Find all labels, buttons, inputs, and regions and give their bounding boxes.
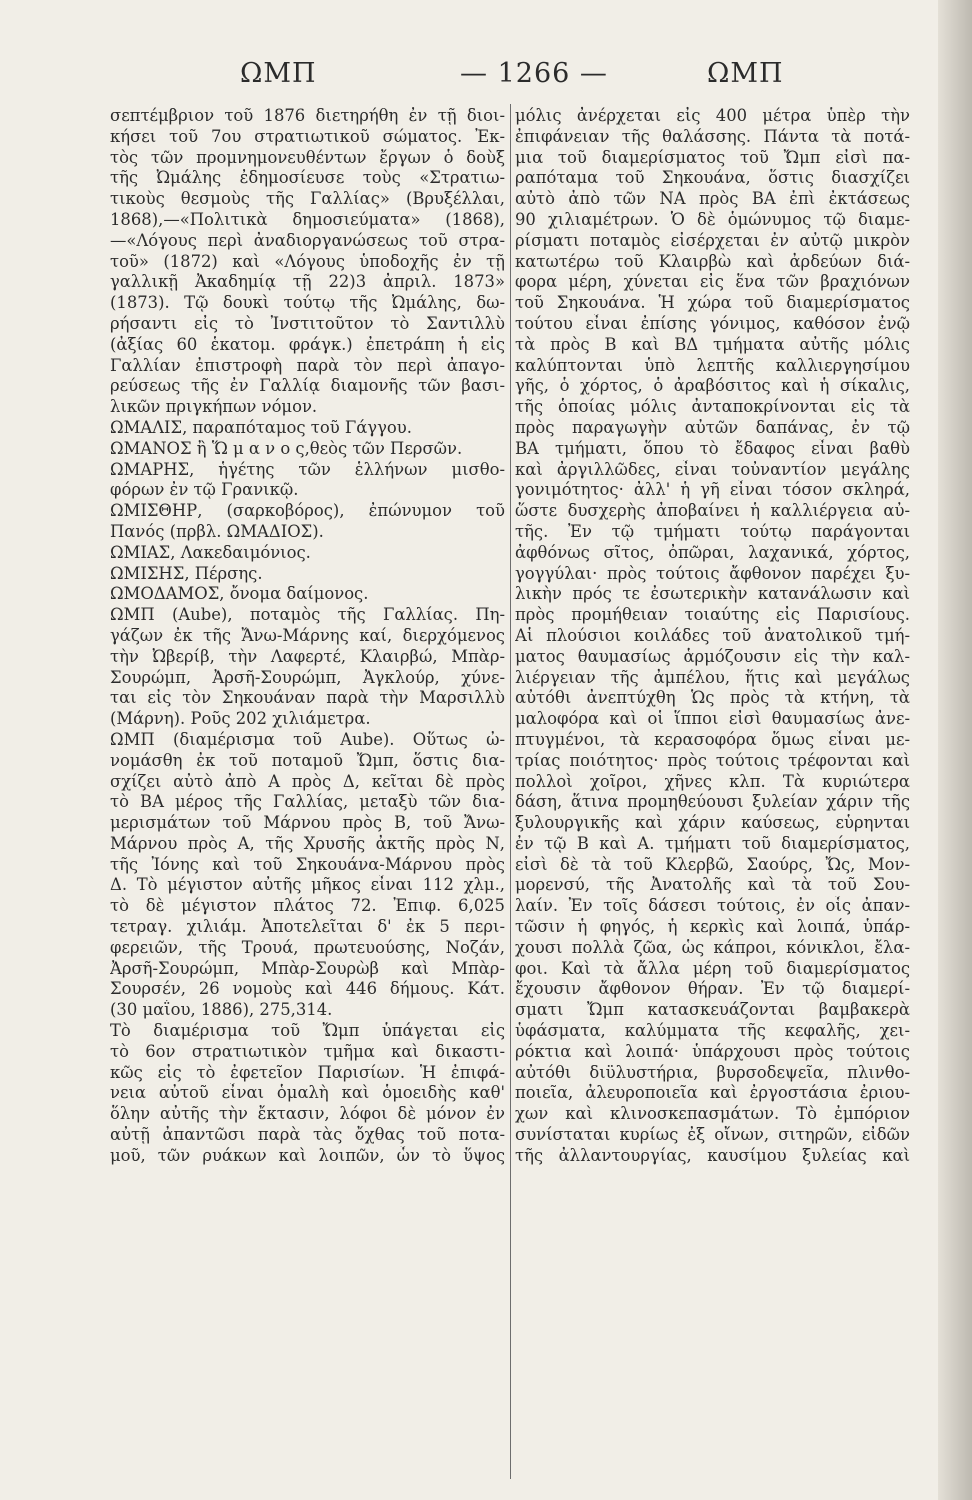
text-line: συνίσταται κυρίως ἐξ οἴνων, σιτηρῶν, εἰδῶν (515, 1125, 910, 1145)
text-line: καὶ ἀργιλλῶδες, εἶναι τοὐναντίον μεγάλης (515, 459, 910, 479)
text-line: τετραγ. χιλιάμ. Ἀποτελεῖται δ' ἐκ 5 περι- (110, 917, 505, 937)
text-line: πολλοὶ χοῖροι, χῆνες κλπ. Τὰ κυριώτερα (515, 771, 910, 791)
text-line: ΩΜΙΣΗΣ, Πέρσης. (110, 563, 263, 583)
text-line: καλύπτονται ὑπὸ λεπτῆς καλλιεργησίμου (515, 355, 910, 375)
text-line: κῶς εἰς τὸ ἐφετεῖον Παρισίων. Ἡ ἐπιφά- (110, 1062, 505, 1082)
text-line: ΩΜΙΣΘΗΡ, (σαρκοβόρος), ἐπώνυμον τοῦ (110, 501, 505, 521)
page-edge (938, 0, 972, 1500)
text-line: (Μάρνη). Ροῦς 202 χιλιάμετρα. (110, 709, 371, 729)
text-line: χουσι πολλὰ ζῶα, ὡς κάπροι, κόνικλοι, ἔλα- (515, 937, 910, 957)
text-line: γαλλικῇ Ἀκαδημίᾳ τῇ 22)3 ἀπριλ. 1873» (110, 272, 505, 292)
text-line: Ἀρσῆ-Σουρώμπ, Μπὰρ-Σουρὼβ καὶ Μπὰρ- (110, 958, 505, 978)
text-line: ἀφθόνως σῖτος, ὀπῶραι, λαχανικά, χόρτος, (515, 542, 910, 562)
text-line: ται εἰς τὸν Σηκουάναν παρὰ τὴν Μαρσιλλὺ (110, 688, 505, 708)
text-line: τικοὺς θεσμοὺς τῆς Γαλλίας» (Βρυξέλλαι, (110, 189, 505, 209)
text-line: (ἀξίας 60 ἑκατομ. φράγκ.) ἐπετράπη ἡ εἰς (110, 334, 505, 354)
text-line: Δ. Τὸ μέγιστον αὐτῆς μῆκος εἶναι 112 χλμ., (110, 875, 505, 895)
text-line: ὑφάσματα, καλύμματα τῆς κεφαλῆς, χει- (515, 1021, 910, 1041)
text-line: μαλοφόρα καὶ οἱ ἵπποι εἰσὶ θαυμασίως ἀνε- (515, 709, 910, 729)
text-line: τρίας ποιότητος· πρὸς τούτοις τρέφονται καὶ (515, 750, 910, 770)
text-line: λαίν. Ἐν τοῖς δάσεσι τούτοις, ἐν οἷς ἀπαν- (515, 896, 910, 916)
text-line: ὅλην αὐτῆς τὴν ἔκτασιν, λόφοι δὲ μόνον ἐν (110, 1104, 505, 1124)
text-line: μια τοῦ διαμερίσματος τοῦ Ὤμπ εἰσὶ πα- (515, 147, 910, 167)
text-line: αὐτόθι διϋλυστήρια, βυρσοδεψεῖα, πλινθο- (515, 1062, 910, 1082)
text-line: ἐν τῷ Β καὶ Α. τμήματι τοῦ διαμερίσματος, (515, 833, 910, 853)
text-line: 90 χιλιαμέτρων. Ὁ δὲ ὁμώνυμος τῷ διαμε- (515, 209, 910, 229)
text-line: ρήσαντι εἰς τὸ Ἰνστιτοῦτον τὸ Σαντιλλὺ (110, 313, 505, 333)
text-line: μορενσύ, τῆς Ἀνατολῆς καὶ τὰ τοῦ Σου- (515, 875, 910, 895)
text-line: ρεύσεως τῆς ἐν Γαλλίᾳ διαμονῆς τῶν βασι- (110, 376, 505, 396)
text-line: αὐτὸ ἀπὸ τῶν ΝΑ πρὸς ΒΑ ἐπὶ ἐκτάσεως (515, 189, 910, 209)
text-line: λιέργειαν τῆς ἀμπέλου, ἥτις καὶ μεγάλως (515, 667, 910, 687)
text-line: κατωτέρω τοῦ Κλαιρβὼ καὶ ἀρδεύων διά- (515, 251, 910, 271)
text-line: ρίσματι ποταμὸς εἰσέρχεται ἐν αὐτῷ μικρὸν (515, 230, 910, 250)
text-line: ΩΜΑΛΙΣ, παραπόταμος τοῦ Γάγγου. (110, 417, 412, 437)
text-line: ΩΜΑΡΗΣ, ἡγέτης τῶν ἑλλήνων μισθο- (110, 459, 505, 479)
text-line: ματος θαυμασίως ἁρμόζουσιν εἰς τὴν καλ- (515, 646, 910, 666)
text-line: 1868),—«Πολιτικὰ δημοσιεύματα» (1868), (110, 209, 505, 229)
text-line: χων καὶ κλινοσκεπασμάτων. Τὸ ἐμπόριον (515, 1104, 910, 1124)
page-header (95, 58, 905, 98)
text-line: γῆς, ὁ χόρτος, ὁ ἀραβόσιτος καὶ ἡ σίκαλις, (515, 376, 910, 396)
text-line: τὸ δὲ μέγιστον πλάτος 72. Ἐπιφ. 6,025 (110, 896, 505, 916)
text-line: ΩΜΠ (διαμέρισμα τοῦ Aube). Οὕτως ὠ- (110, 729, 505, 749)
text-line: νεια αὐτοῦ εἶναι ὁμαλὴ καὶ ὁμοειδὴς καθ' (110, 1083, 505, 1103)
text-line: τὴν Ὠβερίβ, τὴν Λαφερτέ, Κλαιρβώ, Μπὰρ- (110, 646, 505, 666)
text-line: Μάρνου πρὸς Α, τῆς Χρυσῆς ἀκτῆς πρὸς Ν, (110, 833, 505, 853)
running-head-right: ΩΜΠ (707, 58, 784, 89)
text-line: τῆς Ἰόνης καὶ τοῦ Σηκουάνα-Μάρνου πρὸς (110, 854, 505, 874)
text-line: τοῦ Σηκουάνα. Ἡ χώρα τοῦ διαμερίσματος (515, 293, 910, 313)
text-line: ξυλουργικῆς καὶ χάριν καύσεως, εὑρηνται (515, 813, 910, 833)
text-line: ραπόταμα τοῦ Σηκουάνα, ὅστις διασχίζει (515, 168, 910, 188)
text-line: εἰσὶ δὲ τὰ τοῦ Κλερβῶ, Σαούρς, Ὤς, Μον- (515, 854, 910, 874)
text-line: ΒΑ τμήματι, ὅπου τὸ ἔδαφος εἶναι βαθὺ (515, 438, 910, 458)
text-line: ὥστε δυσχερὴς ἀποβαίνει ἡ καλλιέργεια αὐ- (515, 501, 910, 521)
text-line: πρὸς προμήθειαν τοιαύτης εἰς Παρισίους. (515, 605, 910, 625)
text-line: τοῦ» (1872) καὶ «Λόγους ὑποδοχῆς ἐν τῇ (110, 251, 505, 271)
left-text-column (110, 106, 505, 1167)
page-number: — 1266 — (460, 58, 608, 89)
text-line: λικῶν πριγκήπων νόμον. (110, 397, 318, 417)
text-line: αὐτόθι ἀνεπτύχθη Ὡς πρὸς τὰ κτήνη, τὰ (515, 688, 910, 708)
running-head-left: ΩΜΠ (240, 58, 317, 89)
text-line: τὸ 6ον στρατιωτικὸν τμῆμα καὶ δικαστι- (110, 1041, 505, 1061)
text-line: λικὴν πρός τε ἐσωτερικὴν κατανάλωσιν καὶ (515, 584, 910, 604)
text-line: —«Λόγους περὶ ἀναδιοργανώσεως τοῦ στρα- (110, 230, 505, 250)
text-line: πτυγμένοι, τὰ κερασοφόρα ὅμως εἶναι με- (515, 729, 910, 749)
text-line: (1873). Τῷ δουκὶ τούτῳ τῆς Ὠμάλης, δω- (110, 293, 505, 313)
text-line: ΩΜΑΝΟΣ ἢ Ὥ μ α ν ο ς,θεὸς τῶν Περσῶν. (110, 438, 463, 458)
text-line: ΩΜΟΔΑΜΟΣ, ὄνομα δαίμονος. (110, 584, 369, 604)
text-line: πρὸς παραγωγὴν αὐτῶν δαπάνας, ἐν τῷ (515, 417, 910, 437)
text-line: φορα μέρη, χύνεται εἰς ἕνα τῶν βραχιόνων (515, 272, 910, 292)
text-line: σματι Ὤμπ κατασκευάζονται βαμβακερὰ (515, 1000, 910, 1020)
text-line: γονιμότητος· ἀλλ' ἡ γῆ εἶναι τόσον σκληρά, (515, 480, 910, 500)
text-line: μερισμάτων τοῦ Μάρνου πρὸς Β, τοῦ Ἄνω- (110, 813, 505, 833)
text-line: Γαλλίαν ἐπιστροφὴ παρὰ τὸν περὶ ἀπαγο- (110, 355, 505, 375)
text-line: σχίζει αὐτὸ ἀπὸ Α πρὸς Δ, κεῖται δὲ πρὸς (110, 771, 505, 791)
text-line: ΩΜΙΑΣ, Λακεδαιμόνιος. (110, 542, 311, 562)
text-line: τούτου εἶναι ἐπίσης γόνιμος, καθόσον ἐνῷ (515, 313, 910, 333)
text-line: Σουρώμπ, Ἀρσῆ-Σουρώμπ, Ἀγκλούρ, χύνε- (110, 667, 505, 687)
text-line: τῆς Ὠμάλης ἐδημοσίευσε τοὺς «Στρατιω- (110, 168, 505, 188)
text-line: Πανός (πρβλ. ΩΜΑΔΙΟΣ). (110, 521, 324, 541)
text-line: ἐπιφάνειαν τῆς θαλάσσης. Πάντα τὰ ποτά- (515, 126, 910, 146)
text-line: τῆς ἀλλαντουργίας, καυσίμου ξυλείας καὶ (515, 1145, 910, 1165)
text-line: μοῦ, τῶν ρυάκων καὶ λοιπῶν, ὧν τὸ ὕψος (110, 1145, 505, 1165)
text-line: τῶσιν ἡ φηγός, ἡ κερκὶς καὶ λοιπά, ὑπάρ- (515, 917, 910, 937)
text-line: τῆς. Ἐν τῷ τμήματι τούτῳ παράγονται (515, 521, 910, 541)
text-line: ΩΜΠ (Aube), ποταμὸς τῆς Γαλλίας. Πη- (110, 605, 505, 625)
text-line: τῆς ὁποίας μόλις ἀνταποκρίνονται εἰς τὰ (515, 397, 910, 417)
text-line: Αἱ πλούσιοι κοιλάδες τοῦ ἀνατολικοῦ τμή- (515, 625, 910, 645)
text-line: ποιεῖα, ἀλευροποιεῖα καὶ ἐργοστάσια ἐριου- (515, 1083, 910, 1103)
text-line: φερειῶν, τῆς Τρουά, πρωτευούσης, Νοζάν, (110, 937, 505, 957)
text-line: ρόκτια καὶ λοιπά· ὑπάρχουσι πρὸς τούτοις (515, 1041, 910, 1061)
text-line: φόρων ἐν τῷ Γρανικῷ. (110, 480, 299, 500)
text-line: γογγύλαι· πρὸς τούτοις ἄφθονον παρέχει ξυ- (515, 563, 910, 583)
text-line: φοι. Καὶ τὰ ἄλλα μέρη τοῦ διαμερίσματος (515, 958, 910, 978)
text-line: Σουρσέν, 26 νομοὺς καὶ 446 δήμους. Κάτ. (110, 979, 505, 999)
text-line: τὸ ΒΑ μέρος τῆς Γαλλίας, μεταξὺ τῶν δια- (110, 792, 505, 812)
text-line: νομάσθη ἐκ τοῦ ποταμοῦ Ὤμπ, ὅστις δια- (110, 750, 505, 770)
text-line: γάζων ἐκ τῆς Ἄνω-Μάρνης καί, διερχόμενος (110, 625, 505, 645)
column-divider (510, 104, 511, 1479)
text-line: τὸς τῶν προμνημονευθέντων ἔργων ὁ δοὺξ (110, 147, 505, 167)
text-line: δάση, ἅτινα προμηθεύουσι ξυλείαν χάριν τῆς (515, 792, 910, 812)
text-line: ἔχουσιν ἄφθονον θήραν. Ἐν τῷ διαμερί- (515, 979, 910, 999)
text-line: τὰ πρὸς Β καὶ ΒΔ τμήματα αὐτῆς μόλις (515, 334, 910, 354)
text-line: μόλις ἀνέρχεται εἰς 400 μέτρα ὑπὲρ τὴν (515, 106, 910, 125)
right-text-column (515, 106, 910, 1167)
text-line: (30 μαΐου, 1886), 275,314. (110, 1000, 333, 1020)
text-line: κήσει τοῦ 7ου στρατιωτικοῦ σώματος. Ἐκ- (110, 126, 505, 146)
text-line: Τὸ διαμέρισμα τοῦ Ὤμπ ὑπάγεται εἰς (110, 1021, 505, 1041)
text-line: αὐτῇ ἀπαντῶσι παρὰ τὰς ὄχθας τοῦ ποτα- (110, 1125, 505, 1145)
text-line: σεπτέμβριον τοῦ 1876 διετηρήθη ἐν τῇ διοι- (110, 106, 505, 125)
